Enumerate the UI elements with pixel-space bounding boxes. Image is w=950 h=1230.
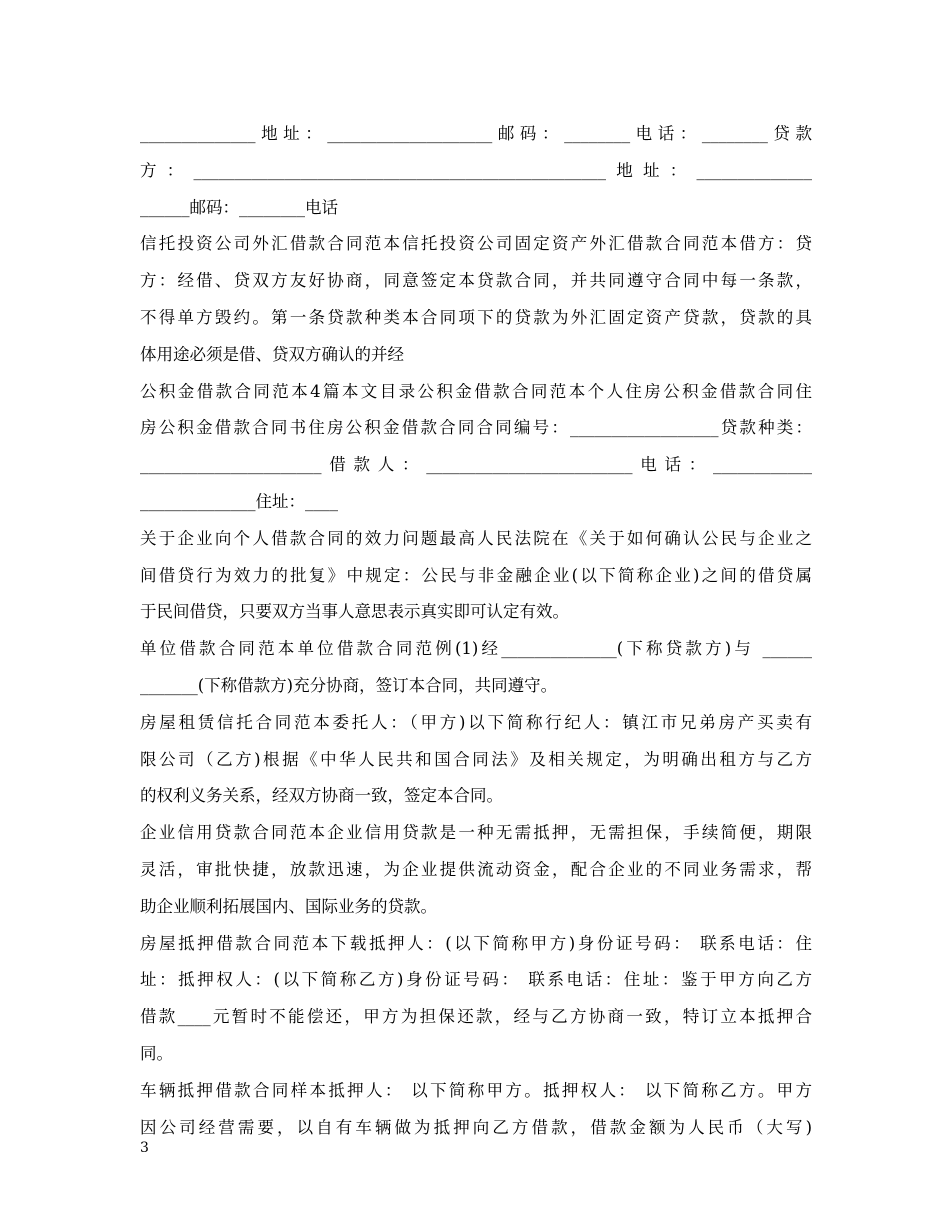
text-line: 房屋租赁信托合同范本委托人：（甲方)以下简称行纪人：镇江市兄弟房产买卖有 xyxy=(140,712,812,732)
text-line: 车辆抵押借款合同样本抵押人： 以下简称甲方。抵押权人： 以下简称乙方。甲方 xyxy=(140,1080,812,1100)
text-line: 企业信用贷款合同范本企业信用贷款是一种无需抵押，无需担保，手续简便，期限 xyxy=(140,823,812,843)
text-line: 关于企业向个人借款合同的效力问题最高人民法院在《关于如何确认公民与企业之 xyxy=(140,528,812,548)
document-body xyxy=(140,116,812,1146)
text-line: _______(下称借款方)充分协商，签订本合同，共同遵守。 xyxy=(140,675,558,695)
text-line: 灵活，审批快捷，放款迅速，为企业提供流动资金，配合企业的不同业务需求，帮 xyxy=(140,859,812,879)
text-line: 间借贷行为效力的批复》中规定：公民与非金融企业(以下简称企业)之间的借贷属 xyxy=(140,565,812,585)
text-line: ______________地址：____________________邮码：________电话：________贷款 xyxy=(140,124,812,143)
text-line: 借款____元暂时不能偿还，甲方为担保还款，经与乙方协商一致，特订立本抵押合 xyxy=(140,1007,812,1027)
text-line: 公积金借款合同范本4篇本文目录公积金借款合同范本个人住房公积金借款合同住 xyxy=(140,381,812,401)
text-line: 同。 xyxy=(140,1043,173,1063)
text-line: 单位借款合同范本单位借款合同范例(1)经______________(下称贷款方)与 ______ xyxy=(140,639,812,659)
text-line: 的权利义务关系，经双方协商一致，签定本合同。 xyxy=(140,786,503,806)
text-line: 房屋抵押借款合同范本下载抵押人：(以下简称甲方)身份证号码： 联系电话：住 xyxy=(140,933,812,953)
text-line: 限公司（乙方)根据《中华人民共和国合同法》及相关规定，为明确出租方与乙方 xyxy=(140,749,812,769)
text-line: 址：抵押权人：(以下简称乙方)身份证号码： 联系电话：住址：鉴于甲方向乙方 xyxy=(140,970,812,990)
page-number: 3 xyxy=(140,1140,149,1156)
text-line: 于民间借贷，只要双方当事人意思表示真实即可认定有效。 xyxy=(140,602,569,622)
text-line: 不得单方毁约。第一条贷款种类本合同项下的贷款为外汇固定资产贷款，贷款的具 xyxy=(140,307,812,327)
text-line: 因公司经营需要，以自有车辆做为抵押向乙方借款，借款金额为人民币（大写) xyxy=(140,1117,812,1137)
text-line: ______________________借款人：_________________________电话：____________ xyxy=(140,455,812,475)
text-line: 方：__________________________________________________地址：______________ xyxy=(140,160,812,180)
text-line: 体用途必须是借、贷双方确认的并经 xyxy=(140,344,404,364)
text-line: ______邮码：________电话 xyxy=(140,197,338,217)
text-line: ______________住址：____ xyxy=(140,491,338,511)
text-line: 方：经借、贷双方友好协商，同意签定本贷款合同，并共同遵守合同中每一条款， xyxy=(140,271,812,291)
text-line: 信托投资公司外汇借款合同范本信托投资公司固定资产外汇借款合同范本借方：贷 xyxy=(140,234,812,254)
text-line: 房公积金借款合同书住房公积金借款合同合同编号：__________________贷款种类： xyxy=(140,418,812,438)
text-line: 助企业顺利拓展国内、国际业务的贷款。 xyxy=(140,896,437,916)
